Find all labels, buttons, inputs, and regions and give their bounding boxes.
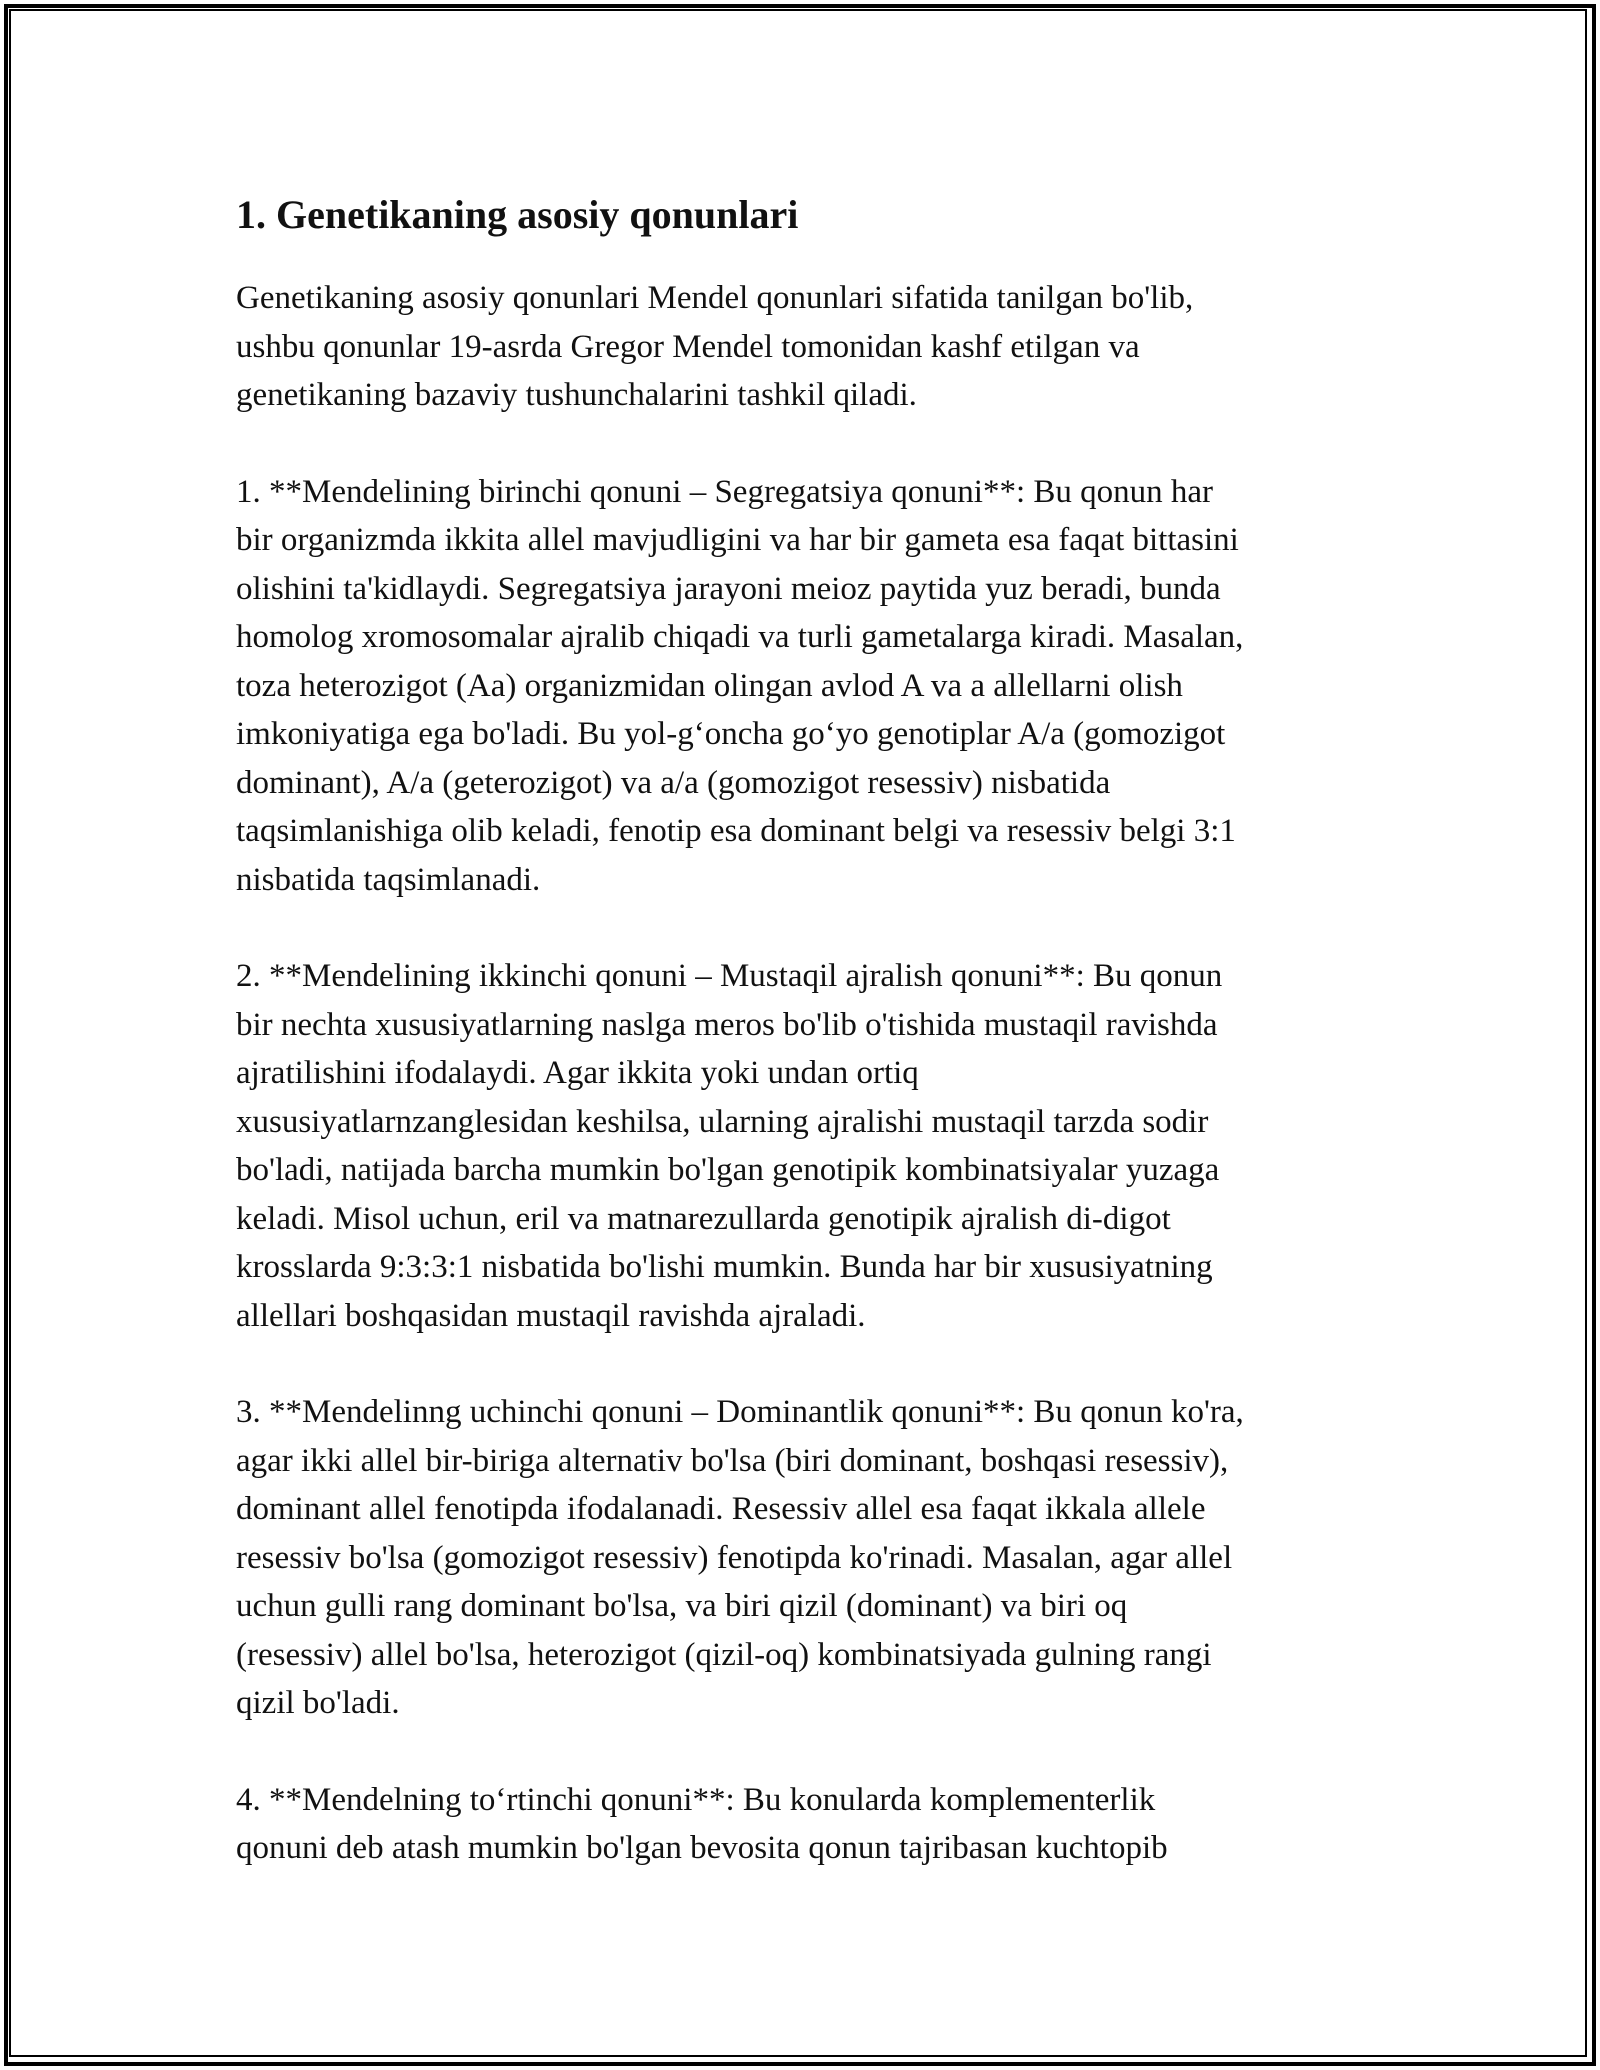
document-body bbox=[236, 188, 1376, 1921]
third-law-paragraph: 3. **Mendelinng uchinchi qonuni – Dominantlik qonuni**: Bu qonun ko'ra, agar ikki allel bir-biriga alternativ bo'lsa (biri dominant, boshqasi resessiv), dominant allel fenotipda ifodalanadi. Resessiv allel esa faqat ikkala allele resessiv bo'lsa (gomozigot resessiv) fenotipda ko'rinadi. Masalan, agar allel uchun gulli rang dominant bo'lsa, va biri qizil (dominant) va biri oq (resessiv) allel bo'lsa, heterozigot (qizil-oq) kombinatsiyada gulning rangi qizil bo'ladi. bbox=[236, 1394, 1244, 1721]
second-law-paragraph: 2. **Mendelining ikkinchi qonuni – Mustaqil ajralish qonuni**: Bu qonun bir nechta xususiyatlarning naslga meros bo'lib o'tishida mustaqil ravishda ajratilishini ifodalaydi. Agar ikkita yoki undan ortiq xususiyatlarnzanglesidan keshilsa, ularning ajralishi mustaqil tarzda sodir bo'ladi, natijada barcha mumkin bo'lgan genotipik kombinatsiyalar yuzaga keladi. Misol uchun, eril va matnarezullarda genotipik ajralish di-digot krosslarda 9:3:3:1 nisbatida bo'lishi mumkin. Bunda har bir xususiyatning allellari boshqasidan mustaqil ravishda ajraladi. bbox=[236, 958, 1223, 1334]
fourth-law-paragraph: 4. **Mendelning to‘rtinchi qonuni**: Bu konularda komplementerlik qonuni deb atash mumkin bo'lgan bevosita qonun tajribasan kuchtopib bbox=[236, 1781, 1168, 1866]
intro-paragraph: Genetikaning asosiy qonunlari Mendel qonunlari sifatida tanilgan bo'lib, ushbu qonunlar 19-asrda Gregor Mendel tomonidan kashf etilgan va genetikaning bazaviy tushunchalarini tashkil qiladi. bbox=[236, 280, 1194, 413]
section-heading: 1. Genetikaning asosiy qonunlari bbox=[236, 192, 799, 237]
first-law-paragraph: 1. **Mendelining birinchi qonuni – Segregatsiya qonuni**: Bu qonun har bir organizmda ikkita allel mavjudligini va har bir gameta esa faqat bittasini olishini ta'kidlaydi. Segregatsiya jarayoni meioz paytida yuz beradi, bunda homolog xromosomalar ajralib chiqadi va turli gametalarga kiradi. Masalan, toza heterozigot (Aa) organizmidan olingan avlod A va a allellarni olish imkoniyatiga ega bo'ladi. Bu yol-g‘oncha go‘yo genotiplar A/a (gomozigot dominant), A/a (geterozigot) va a/a (gomozigot resessiv) nisbatida taqsimlanishiga olib keladi, fenotip esa dominant belgi va resessiv belgi 3:1 nisbatida taqsimlanadi. bbox=[236, 473, 1244, 898]
